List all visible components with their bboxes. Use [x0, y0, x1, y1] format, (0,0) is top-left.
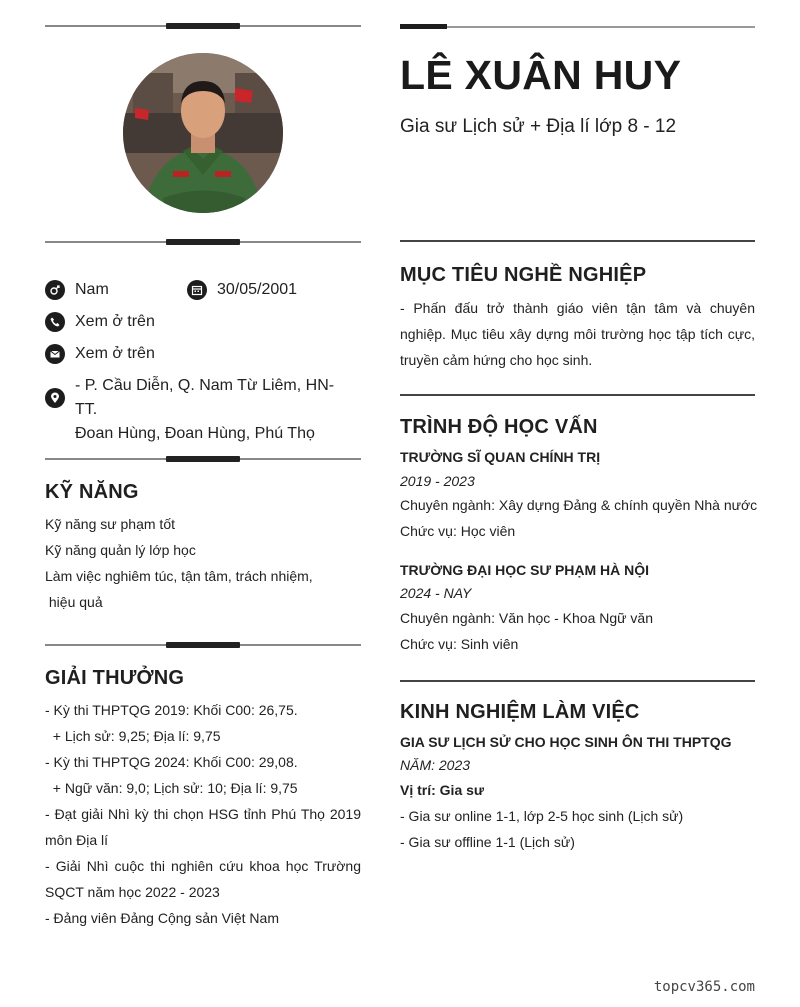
dob-value: 30/05/2001 [217, 281, 298, 298]
school-years: 2019 - 2023 [400, 473, 475, 489]
school-years: 2024 - NAY [400, 585, 472, 601]
candidate-name: LÊ XUÂN HUY [400, 52, 682, 98]
divider-objective [400, 240, 755, 242]
award-line: + Lịch sử: 9,25; Địa lí: 9,75 [45, 728, 221, 744]
address-row [45, 374, 355, 446]
award-line: - Đảng viên Đảng Cộng sản Việt Nam [45, 910, 279, 926]
award-line: - Giải Nhì cuộc thi nghiên cứu khoa học Trường SQCT năm học 2022 - 2023 [45, 858, 361, 900]
award-line: + Ngữ văn: 9,0; Lịch sử: 10; Địa lí: 9,75 [45, 780, 298, 796]
phone-row [45, 310, 155, 334]
location-icon [45, 388, 65, 408]
objective-heading: MỤC TIÊU NGHỀ NGHIỆP [400, 264, 647, 286]
school-role: Chức vụ: Học viên [400, 523, 516, 539]
skill-item: Kỹ năng sư phạm tốt [45, 516, 175, 532]
award-line: - Kỳ thi THPTQG 2019: Khối C00: 26,75. [45, 702, 298, 718]
school-name: TRƯỜNG SĨ QUAN CHÍNH TRỊ [400, 449, 601, 465]
divider-above-skills [45, 458, 361, 460]
gender-row [45, 278, 109, 302]
job-item: - Gia sư online 1-1, lớp 2-5 học sinh (Lịch sử) [400, 808, 684, 824]
divider-education [400, 394, 755, 396]
school-major: Chuyên ngành: Văn học - Khoa Ngữ văn [400, 610, 653, 626]
dob-row [187, 278, 297, 302]
divider-above-awards [45, 644, 361, 646]
phone-value: Xem ở trên [75, 313, 155, 330]
gender-value: Nam [75, 281, 109, 298]
watermark: topcv365.com [653, 979, 755, 995]
school-role: Chức vụ: Sinh viên [400, 636, 519, 652]
school-name: TRƯỜNG ĐẠI HỌC SƯ PHẠM HÀ NỘI [400, 562, 650, 578]
email-value: Xem ở trên [75, 345, 155, 362]
skill-item: hiệu quả [45, 594, 103, 610]
school-major: Chuyên ngành: Xây dựng Đảng & chính quyền Nhà nước [400, 497, 758, 513]
divider-below-avatar [45, 241, 361, 243]
divider-top-right [400, 26, 755, 28]
awards-heading: GIẢI THƯỞNG [45, 667, 185, 689]
avatar [123, 53, 283, 213]
address-line-1: - P. Cầu Diễn, Q. Nam Từ Liêm, HN- TT. [75, 377, 335, 418]
divider-experience [400, 680, 755, 682]
job-year: NĂM: 2023 [400, 757, 471, 773]
divider-top-left [45, 25, 361, 27]
experience-heading: KINH NGHIỆM LÀM VIỆC [400, 701, 640, 723]
award-line: - Kỳ thi THPTQG 2024: Khối C00: 29,08. [45, 754, 298, 770]
job-title: GIA SƯ LỊCH SỬ CHO HỌC SINH ÔN THI THPTQG [400, 734, 732, 750]
address-line-2: Đoan Hùng, Đoan Hùng, Phú Thọ [75, 425, 315, 442]
skills-heading: KỸ NĂNG [45, 481, 139, 503]
job-item: - Gia sư offline 1-1 (Lịch sử) [400, 834, 575, 850]
award-line: - Đạt giải Nhì kỳ thi chọn HSG tỉnh Phú Thọ 2019 môn Địa lí [45, 806, 361, 848]
skill-item: Làm việc nghiêm túc, tận tâm, trách nhiệm, [45, 568, 313, 584]
job-position: Vị trí: Gia sư [400, 782, 485, 798]
calendar-icon [187, 280, 207, 300]
education-heading: TRÌNH ĐỘ HỌC VẤN [400, 416, 598, 438]
email-icon [45, 344, 65, 364]
candidate-title: Gia sư Lịch sử + Địa lí lớp 8 - 12 [400, 116, 677, 137]
skill-item: Kỹ năng quản lý lớp học [45, 542, 196, 558]
gender-icon [45, 280, 65, 300]
email-row [45, 342, 155, 366]
phone-icon [45, 312, 65, 332]
objective-text: - Phấn đấu trở thành giáo viên tận tâm và chuyên nghiệp. Mục tiêu xây dựng môi trường học tập tích cực, truyền cảm hứng cho học sinh. [400, 300, 755, 368]
